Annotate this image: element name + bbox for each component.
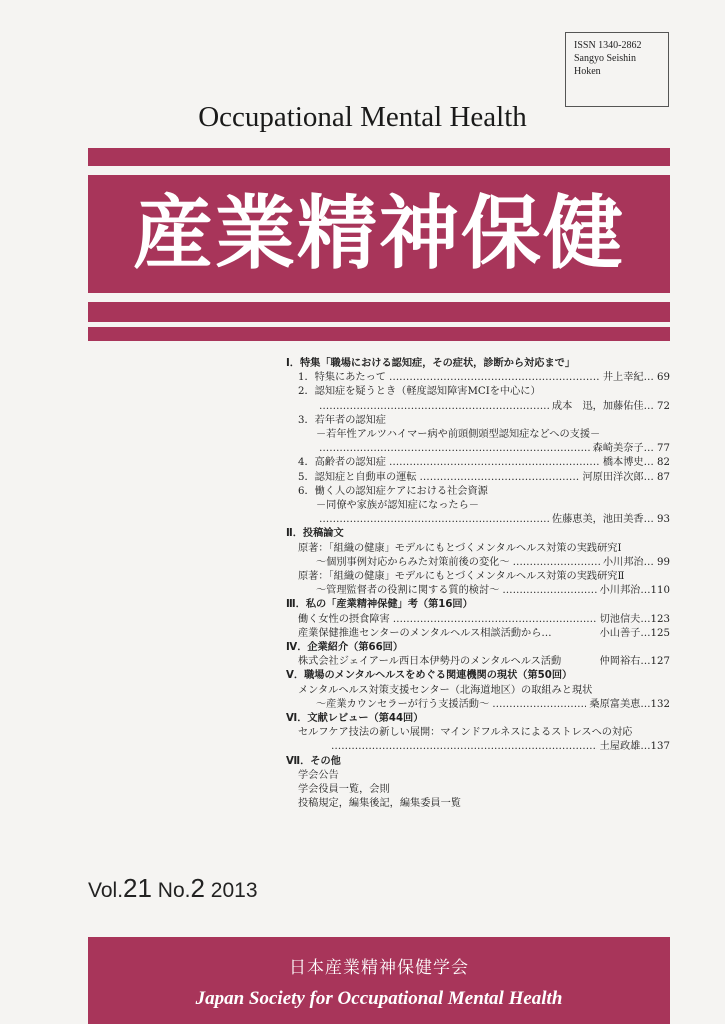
toc-entry-title: 原著：「組織の健康」モデルにもとづくメンタルヘルス対策の実践研究Ⅱ: [298, 571, 625, 583]
toc-entry-title: Ⅱ．投稿論文: [286, 528, 344, 540]
toc-entry-author-page: 小川邦治… 99: [602, 556, 670, 568]
toc-entry-author-page: 桑原富美恵…132: [589, 698, 670, 710]
toc-entry: [286, 456, 670, 470]
toc-entry-author-page: 小山善子…125: [599, 627, 670, 639]
toc-entry-title: ～産業カウンセラーが行う支援活動～: [316, 698, 490, 710]
toc-entry-title: 働く女性の摂食障害: [298, 613, 390, 625]
toc-entry-title: 3．若年者の認知症: [298, 414, 386, 426]
toc-entry: [286, 570, 670, 584]
toc-spacer: [479, 499, 670, 513]
toc-entry-title: 株式会社ジェイアール西日本伊勢丹のメンタルヘルス活動: [298, 656, 562, 668]
toc-entry-title: 学会役員一覧，会則: [298, 784, 390, 796]
toc-entry-title: 学会公告: [298, 769, 339, 781]
toc-entry: [286, 556, 670, 570]
toc-spacer: [552, 627, 600, 641]
toc-leader-dots: [389, 456, 600, 470]
title-band-bottom-thin: [88, 327, 670, 341]
toc-leader-dots: [389, 371, 600, 385]
toc-entry-title: 2．認知症を疑うとき（軽度認知障害MCIを中心に）: [298, 386, 541, 398]
toc-spacer: [600, 428, 670, 442]
toc-entry: [286, 542, 670, 556]
toc-entry-author-page: 森崎美奈子… 77: [592, 443, 670, 455]
toc-section-heading: [286, 669, 670, 683]
toc-entry: [286, 428, 670, 442]
toc-entry: [286, 371, 670, 385]
toc-entry: [286, 726, 670, 740]
toc-entry: [286, 627, 670, 641]
toc-spacer: [423, 712, 670, 726]
toc-section-heading: [286, 357, 670, 371]
toc-entry: [286, 613, 670, 627]
toc-spacer: [344, 527, 670, 541]
toc-entry-title: 1．特集にあたって: [298, 372, 386, 384]
toc-spacer: [473, 598, 670, 612]
issn-line: Sangyo Seishin: [574, 53, 636, 64]
toc-spacer: [461, 797, 670, 811]
toc-spacer: [572, 669, 670, 683]
toc-leader-dots: [319, 513, 549, 527]
toc-entry-title: Ⅰ．特集「職場における認知症，その症状，診断から対応まで」: [286, 358, 576, 369]
toc-leader-dots: [502, 584, 596, 598]
issue-label: No.: [157, 879, 191, 902]
toc-entry-author-page: 佐藤恵美，池田美香… 93: [551, 514, 670, 526]
toc-leader-dots: [331, 740, 597, 754]
toc-spacer: [339, 769, 670, 783]
toc-leader-dots: [492, 698, 586, 712]
toc-spacer: [632, 726, 670, 740]
year: 2013: [210, 879, 258, 902]
toc-entry-author-page: 土屋政雄…137: [599, 741, 670, 753]
toc-entry-author-page: 仲岡裕右…127: [599, 656, 670, 668]
toc-entry: [286, 442, 670, 456]
toc-entry-title: Ⅶ．その他: [286, 755, 341, 767]
toc-entry: [286, 797, 670, 811]
issn-line: Hoken: [574, 66, 601, 77]
toc-entry-title: メンタルヘルス対策支援センター（北海道地区）の取組みと現状: [298, 684, 593, 696]
toc-spacer: [541, 385, 670, 399]
toc-entry-title: セルフケア技法の新しい展開：マインドフルネスによるストレスへの対応: [298, 727, 633, 739]
toc-spacer: [341, 755, 670, 769]
toc-leader-dots: [513, 556, 600, 570]
title-band-bottom: [88, 302, 670, 322]
toc-entry: [286, 485, 670, 499]
toc-entry: [286, 740, 670, 754]
toc-spacer: [386, 414, 670, 428]
journal-title-english: Occupational Mental Health: [198, 101, 527, 133]
toc-entry: [286, 769, 670, 783]
issue-number: 2: [190, 873, 205, 903]
volume-info: [88, 873, 258, 904]
toc-entry: [286, 655, 670, 669]
toc-spacer: [403, 641, 670, 655]
toc-entry-title: 5．認知症と自動車の運転: [298, 471, 417, 483]
toc-entry-author-page: 成本 迅，加藤佑佳… 72: [551, 400, 670, 412]
toc-entry-title: －同僚や家族が認知症になったら－: [316, 500, 479, 512]
toc-entry-title: 投稿規定，編集後記，編集委員一覧: [298, 798, 461, 810]
toc-entry: [286, 385, 670, 399]
toc-leader-dots: [319, 442, 590, 456]
toc-entry: [286, 513, 670, 527]
toc-entry-author-page: 橋本博史… 82: [602, 457, 670, 469]
publisher-footer: [88, 937, 670, 1024]
toc-spacer: [488, 485, 670, 499]
toc-entry: [286, 471, 670, 485]
toc-section-heading: [286, 527, 670, 541]
toc-entry-title: －若年性アルツハイマー病や前頭側頭型認知症などへの支援－: [316, 429, 601, 441]
toc-leader-dots: [319, 400, 549, 414]
table-of-contents: [286, 357, 670, 812]
publisher-name-japanese: 日本産業精神保健学会: [289, 958, 469, 978]
toc-entry-title: ～個別事例対応からみた対策前後の変化～: [316, 556, 510, 568]
toc-entry: [286, 698, 670, 712]
toc-spacer: [592, 684, 670, 698]
toc-entry-author-page: 井上幸紀… 69: [602, 372, 670, 384]
toc-entry: [286, 499, 670, 513]
toc-entry: [286, 584, 670, 598]
toc-entry: [286, 684, 670, 698]
issn-line: ISSN 1340-2862: [574, 40, 642, 51]
publisher-name-english: Japan Society for Occupational Mental Health: [195, 988, 563, 1009]
title-band-top: [88, 148, 670, 166]
toc-spacer: [575, 357, 670, 371]
toc-entry-title: Ⅵ．文献レビュー（第44回）: [286, 713, 424, 725]
toc-spacer: [622, 542, 671, 556]
toc-entry-author-page: 小川邦治…110: [599, 585, 670, 597]
issn-box: [565, 32, 669, 107]
toc-entry-title: 原著：「組織の健康」モデルにもとづくメンタルヘルス対策の実践研究Ⅰ: [298, 542, 622, 554]
toc-entry-title: 6．働く人の認知症ケアにおける社会資源: [298, 485, 488, 497]
toc-entry: [286, 414, 670, 428]
toc-section-heading: [286, 712, 670, 726]
toc-entry: [286, 400, 670, 414]
toc-leader-dots: [420, 471, 580, 485]
volume-number: 21: [123, 873, 152, 903]
toc-entry-title: Ⅲ．私の「産業精神保健」考（第16回）: [286, 599, 473, 611]
toc-section-heading: [286, 755, 670, 769]
toc-spacer: [561, 655, 599, 669]
toc-entry-title: 産業保健推進センターのメンタルヘルス相談活動から…: [298, 627, 552, 639]
toc-entry-title: Ⅴ．職場のメンタルヘルスをめぐる関連機関の現状（第50回）: [286, 670, 573, 682]
toc-leader-dots: [393, 613, 597, 627]
toc-entry-title: Ⅳ．企業紹介（第66回）: [286, 642, 404, 654]
toc-entry: [286, 783, 670, 797]
toc-spacer: [390, 783, 670, 797]
toc-spacer: [624, 570, 670, 584]
toc-entry-title: 4．高齢者の認知症: [298, 457, 386, 469]
volume-label: Vol.: [88, 879, 124, 902]
journal-title-japanese: 産業精神保健: [133, 187, 625, 280]
toc-entry-title: ～管理監督者の役割に関する質的検討～: [316, 585, 500, 597]
toc-entry-author-page: 河原田洋次郎… 87: [582, 471, 670, 483]
toc-entry-author-page: 切池信夫…123: [599, 613, 670, 625]
toc-section-heading: [286, 598, 670, 612]
toc-section-heading: [286, 641, 670, 655]
